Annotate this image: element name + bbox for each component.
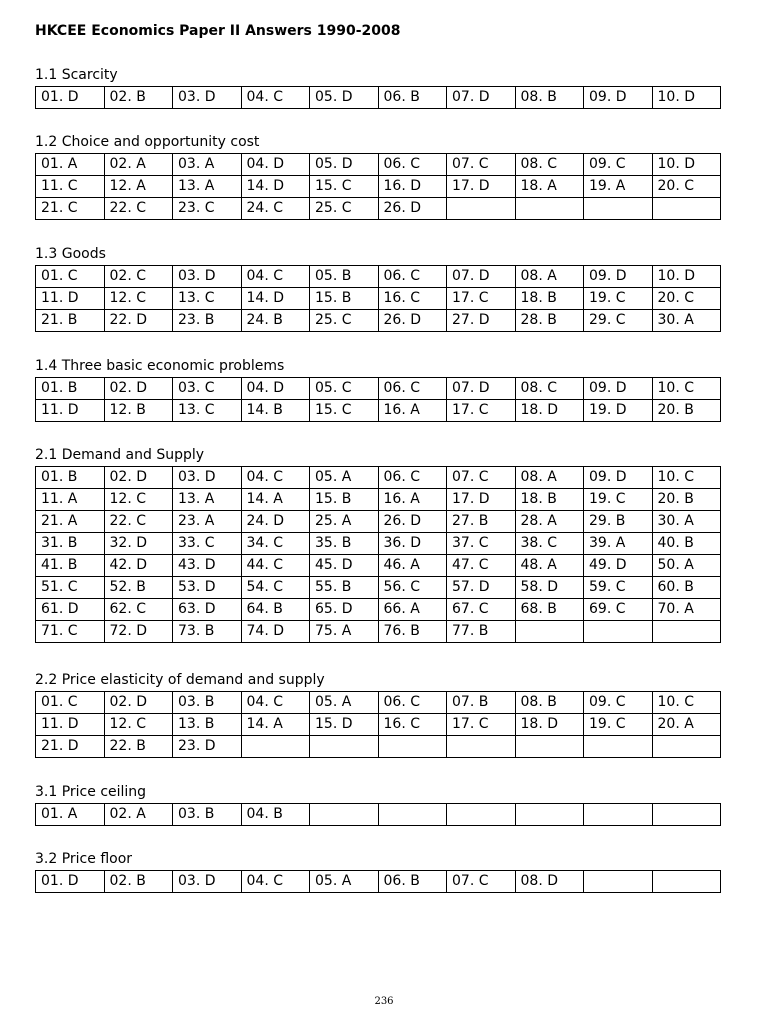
answer-cell: 76. B	[378, 621, 447, 643]
answer-row	[36, 577, 721, 599]
answer-cell: 09. D	[584, 87, 653, 109]
answer-cell: 16. C	[378, 714, 447, 736]
answer-row	[36, 176, 721, 198]
section-heading: 1.4 Three basic economic problems	[35, 358, 285, 374]
section-heading: 3.2 Price floor	[35, 851, 133, 867]
empty-cell	[310, 804, 379, 826]
section-scarcity	[35, 65, 721, 109]
answer-cell: 21. D	[36, 736, 105, 758]
answer-cell: 44. C	[241, 555, 310, 577]
answer-cell: 65. D	[310, 599, 379, 621]
answer-cell: 11. C	[36, 176, 105, 198]
answer-cell: 13. C	[173, 400, 242, 422]
answer-row	[36, 621, 721, 643]
empty-cell	[584, 871, 653, 893]
answer-cell: 16. A	[378, 400, 447, 422]
answer-cell: 04. D	[241, 154, 310, 176]
answer-row	[36, 87, 721, 109]
answer-table	[35, 265, 721, 332]
answer-cell: 13. B	[173, 714, 242, 736]
answer-row	[36, 198, 721, 220]
empty-cell	[447, 198, 516, 220]
answer-cell: 39. A	[584, 533, 653, 555]
answer-cell: 06. C	[378, 467, 447, 489]
answer-cell: 73. B	[173, 621, 242, 643]
answer-cell: 24. D	[241, 511, 310, 533]
answer-cell: 13. C	[173, 288, 242, 310]
answer-cell: 07. D	[447, 87, 516, 109]
answer-cell: 20. C	[652, 176, 721, 198]
answer-cell: 09. D	[584, 266, 653, 288]
answer-cell: 34. C	[241, 533, 310, 555]
answer-cell: 07. D	[447, 266, 516, 288]
empty-cell	[584, 621, 653, 643]
answer-cell: 06. C	[378, 378, 447, 400]
answer-table	[35, 870, 721, 893]
answer-cell: 04. D	[241, 378, 310, 400]
answer-row	[36, 400, 721, 422]
answer-row	[36, 871, 721, 893]
answer-cell: 63. D	[173, 599, 242, 621]
answer-cell: 22. C	[104, 511, 173, 533]
answer-cell: 05. A	[310, 467, 379, 489]
answer-cell: 12. C	[104, 288, 173, 310]
answer-cell: 07. C	[447, 467, 516, 489]
answer-cell: 36. D	[378, 533, 447, 555]
answer-cell: 27. D	[447, 310, 516, 332]
answer-cell: 26. D	[378, 198, 447, 220]
answer-cell: 66. A	[378, 599, 447, 621]
answer-cell: 14. D	[241, 176, 310, 198]
answer-cell: 06. C	[378, 266, 447, 288]
answer-row	[36, 266, 721, 288]
answer-cell: 41. B	[36, 555, 105, 577]
answer-row	[36, 154, 721, 176]
answer-cell: 11. A	[36, 489, 105, 511]
answer-cell: 33. C	[173, 533, 242, 555]
answer-table	[35, 691, 721, 758]
answer-cell: 29. C	[584, 310, 653, 332]
answer-cell: 18. A	[515, 176, 584, 198]
answer-row	[36, 736, 721, 758]
answer-cell: 03. B	[173, 804, 242, 826]
answer-cell: 48. A	[515, 555, 584, 577]
section-goods	[35, 244, 721, 332]
answer-cell: 17. C	[447, 400, 516, 422]
answer-cell: 15. D	[310, 714, 379, 736]
empty-cell	[515, 621, 584, 643]
answer-row	[36, 467, 721, 489]
answer-cell: 61. D	[36, 599, 105, 621]
answer-row	[36, 599, 721, 621]
answer-cell: 19. A	[584, 176, 653, 198]
answer-cell: 02. D	[104, 467, 173, 489]
answer-cell: 23. D	[173, 736, 242, 758]
answer-cell: 12. C	[104, 489, 173, 511]
answer-cell: 02. B	[104, 871, 173, 893]
answer-cell: 14. A	[241, 714, 310, 736]
answer-cell: 20. B	[652, 489, 721, 511]
answer-row	[36, 804, 721, 826]
answer-cell: 19. C	[584, 489, 653, 511]
answer-cell: 50. A	[652, 555, 721, 577]
answer-table	[35, 466, 721, 643]
answer-cell: 01. C	[36, 692, 105, 714]
answer-cell: 08. A	[515, 266, 584, 288]
answer-cell: 74. D	[241, 621, 310, 643]
answer-cell: 05. D	[310, 87, 379, 109]
answer-cell: 54. C	[241, 577, 310, 599]
answer-cell: 03. C	[173, 378, 242, 400]
section-price-floor	[35, 849, 721, 893]
empty-cell	[447, 736, 516, 758]
answer-cell: 27. B	[447, 511, 516, 533]
answer-cell: 14. D	[241, 288, 310, 310]
answer-cell: 06. C	[378, 154, 447, 176]
answer-cell: 07. C	[447, 154, 516, 176]
section-price-ceiling	[35, 782, 721, 826]
page-number: 236	[374, 996, 394, 1007]
answer-cell: 03. D	[173, 871, 242, 893]
answer-cell: 70. A	[652, 599, 721, 621]
answer-cell: 10. D	[652, 266, 721, 288]
answer-cell: 56. C	[378, 577, 447, 599]
answer-cell: 19. C	[584, 714, 653, 736]
answer-cell: 20. A	[652, 714, 721, 736]
answer-row	[36, 378, 721, 400]
answer-cell: 03. D	[173, 266, 242, 288]
answer-cell: 04. C	[241, 467, 310, 489]
empty-cell	[652, 871, 721, 893]
answer-table	[35, 803, 721, 826]
answer-cell: 14. B	[241, 400, 310, 422]
answer-cell: 03. D	[173, 467, 242, 489]
answer-cell: 01. B	[36, 378, 105, 400]
answer-cell: 08. B	[515, 692, 584, 714]
section-heading: 1.2 Choice and opportunity cost	[35, 134, 260, 150]
answer-cell: 19. D	[584, 400, 653, 422]
answer-cell: 75. A	[310, 621, 379, 643]
answer-table	[35, 86, 721, 109]
answer-cell: 06. C	[378, 692, 447, 714]
answer-cell: 07. D	[447, 378, 516, 400]
answer-cell: 25. C	[310, 198, 379, 220]
empty-cell	[310, 736, 379, 758]
answer-cell: 52. B	[104, 577, 173, 599]
answer-cell: 38. C	[515, 533, 584, 555]
answer-cell: 20. C	[652, 288, 721, 310]
answer-row	[36, 511, 721, 533]
answer-cell: 17. C	[447, 714, 516, 736]
answer-cell: 08. C	[515, 378, 584, 400]
answer-cell: 25. C	[310, 310, 379, 332]
answer-cell: 42. D	[104, 555, 173, 577]
answer-cell: 31. B	[36, 533, 105, 555]
answer-cell: 25. A	[310, 511, 379, 533]
answer-row	[36, 692, 721, 714]
answer-cell: 62. C	[104, 599, 173, 621]
answer-cell: 02. A	[104, 154, 173, 176]
answer-cell: 01. D	[36, 87, 105, 109]
answer-cell: 17. D	[447, 489, 516, 511]
section-heading: 1.3 Goods	[35, 246, 106, 262]
answer-cell: 10. C	[652, 692, 721, 714]
answer-cell: 69. C	[584, 599, 653, 621]
answer-cell: 22. C	[104, 198, 173, 220]
section-heading: 3.1 Price ceiling	[35, 784, 147, 800]
answer-cell: 09. D	[584, 378, 653, 400]
answer-cell: 46. A	[378, 555, 447, 577]
answer-cell: 68. B	[515, 599, 584, 621]
empty-cell	[584, 198, 653, 220]
answer-cell: 35. B	[310, 533, 379, 555]
answer-cell: 02. A	[104, 804, 173, 826]
answer-table	[35, 377, 721, 422]
section-heading: 2.1 Demand and Supply	[35, 447, 205, 463]
answer-cell: 11. D	[36, 400, 105, 422]
answer-cell: 24. B	[241, 310, 310, 332]
answer-cell: 18. D	[515, 400, 584, 422]
section-three-basic-problems	[35, 356, 721, 422]
answer-table	[35, 153, 721, 220]
answer-cell: 01. C	[36, 266, 105, 288]
answer-cell: 05. A	[310, 871, 379, 893]
answer-cell: 21. A	[36, 511, 105, 533]
answer-row	[36, 714, 721, 736]
section-choice-opportunity-cost	[35, 132, 721, 220]
answer-cell: 10. D	[652, 154, 721, 176]
empty-cell	[515, 198, 584, 220]
answer-cell: 18. B	[515, 489, 584, 511]
answer-cell: 28. A	[515, 511, 584, 533]
answer-cell: 12. B	[104, 400, 173, 422]
answer-cell: 10. D	[652, 87, 721, 109]
answer-cell: 01. D	[36, 871, 105, 893]
answer-cell: 16. D	[378, 176, 447, 198]
answer-cell: 01. B	[36, 467, 105, 489]
answer-cell: 60. B	[652, 577, 721, 599]
section-demand-supply	[35, 445, 721, 643]
answer-cell: 02. B	[104, 87, 173, 109]
answer-cell: 06. B	[378, 87, 447, 109]
empty-cell	[378, 736, 447, 758]
empty-cell	[652, 736, 721, 758]
answer-cell: 18. D	[515, 714, 584, 736]
answer-cell: 08. C	[515, 154, 584, 176]
empty-cell	[515, 804, 584, 826]
empty-cell	[584, 736, 653, 758]
empty-cell	[652, 621, 721, 643]
answer-cell: 32. D	[104, 533, 173, 555]
answer-cell: 06. B	[378, 871, 447, 893]
answer-cell: 02. C	[104, 266, 173, 288]
empty-cell	[447, 804, 516, 826]
answer-cell: 03. B	[173, 692, 242, 714]
empty-cell	[515, 736, 584, 758]
answer-cell: 77. B	[447, 621, 516, 643]
answer-row	[36, 489, 721, 511]
empty-cell	[584, 804, 653, 826]
answer-cell: 67. C	[447, 599, 516, 621]
answer-cell: 72. D	[104, 621, 173, 643]
answer-cell: 05. D	[310, 154, 379, 176]
answer-row	[36, 288, 721, 310]
answer-cell: 05. C	[310, 378, 379, 400]
page-title: HKCEE Economics Paper II Answers 1990-2008	[35, 23, 401, 39]
answer-cell: 15. B	[310, 288, 379, 310]
answer-cell: 71. C	[36, 621, 105, 643]
answer-cell: 22. D	[104, 310, 173, 332]
answer-cell: 10. C	[652, 378, 721, 400]
empty-cell	[241, 736, 310, 758]
answer-cell: 12. A	[104, 176, 173, 198]
answer-cell: 26. D	[378, 310, 447, 332]
answer-cell: 21. B	[36, 310, 105, 332]
answer-cell: 07. B	[447, 692, 516, 714]
empty-cell	[652, 804, 721, 826]
answer-row	[36, 555, 721, 577]
answer-cell: 13. A	[173, 489, 242, 511]
answer-cell: 15. B	[310, 489, 379, 511]
answer-cell: 19. C	[584, 288, 653, 310]
answer-cell: 15. C	[310, 400, 379, 422]
answer-cell: 08. B	[515, 87, 584, 109]
answer-cell: 26. D	[378, 511, 447, 533]
answer-cell: 45. D	[310, 555, 379, 577]
answer-cell: 09. D	[584, 467, 653, 489]
answer-cell: 20. B	[652, 400, 721, 422]
answer-row	[36, 310, 721, 332]
answer-cell: 17. D	[447, 176, 516, 198]
answer-cell: 04. B	[241, 804, 310, 826]
answer-cell: 18. B	[515, 288, 584, 310]
answer-cell: 04. C	[241, 266, 310, 288]
answer-cell: 10. C	[652, 467, 721, 489]
answer-cell: 57. D	[447, 577, 516, 599]
empty-cell	[378, 804, 447, 826]
answer-cell: 04. C	[241, 87, 310, 109]
answer-cell: 01. A	[36, 154, 105, 176]
section-heading: 1.1 Scarcity	[35, 67, 118, 83]
answer-cell: 30. A	[652, 310, 721, 332]
answer-cell: 07. C	[447, 871, 516, 893]
answer-cell: 30. A	[652, 511, 721, 533]
answer-row	[36, 533, 721, 555]
answer-cell: 08. A	[515, 467, 584, 489]
answer-cell: 15. C	[310, 176, 379, 198]
section-price-elasticity	[35, 670, 721, 758]
answer-cell: 23. C	[173, 198, 242, 220]
answer-cell: 05. B	[310, 266, 379, 288]
section-heading: 2.2 Price elasticity of demand and supply	[35, 672, 325, 688]
answer-cell: 04. C	[241, 692, 310, 714]
answer-cell: 40. B	[652, 533, 721, 555]
answer-cell: 08. D	[515, 871, 584, 893]
answer-cell: 59. C	[584, 577, 653, 599]
answer-cell: 55. B	[310, 577, 379, 599]
answer-cell: 14. A	[241, 489, 310, 511]
answer-cell: 29. B	[584, 511, 653, 533]
answer-cell: 17. C	[447, 288, 516, 310]
answer-cell: 11. D	[36, 714, 105, 736]
empty-cell	[652, 198, 721, 220]
answer-cell: 16. C	[378, 288, 447, 310]
answer-cell: 16. A	[378, 489, 447, 511]
answer-cell: 23. B	[173, 310, 242, 332]
answer-cell: 53. D	[173, 577, 242, 599]
answer-cell: 09. C	[584, 692, 653, 714]
answer-cell: 23. A	[173, 511, 242, 533]
answer-cell: 09. C	[584, 154, 653, 176]
answer-cell: 05. A	[310, 692, 379, 714]
answer-cell: 51. C	[36, 577, 105, 599]
answer-cell: 22. B	[104, 736, 173, 758]
answer-cell: 21. C	[36, 198, 105, 220]
answer-cell: 03. D	[173, 87, 242, 109]
answer-cell: 03. A	[173, 154, 242, 176]
answer-cell: 37. C	[447, 533, 516, 555]
answer-cell: 47. C	[447, 555, 516, 577]
answer-cell: 49. D	[584, 555, 653, 577]
answer-cell: 12. C	[104, 714, 173, 736]
answer-cell: 28. B	[515, 310, 584, 332]
answer-cell: 24. C	[241, 198, 310, 220]
answer-cell: 01. A	[36, 804, 105, 826]
answer-cell: 02. D	[104, 692, 173, 714]
answer-cell: 58. D	[515, 577, 584, 599]
answer-cell: 13. A	[173, 176, 242, 198]
answer-cell: 43. D	[173, 555, 242, 577]
answer-cell: 64. B	[241, 599, 310, 621]
answer-cell: 11. D	[36, 288, 105, 310]
answer-cell: 04. C	[241, 871, 310, 893]
answer-cell: 02. D	[104, 378, 173, 400]
